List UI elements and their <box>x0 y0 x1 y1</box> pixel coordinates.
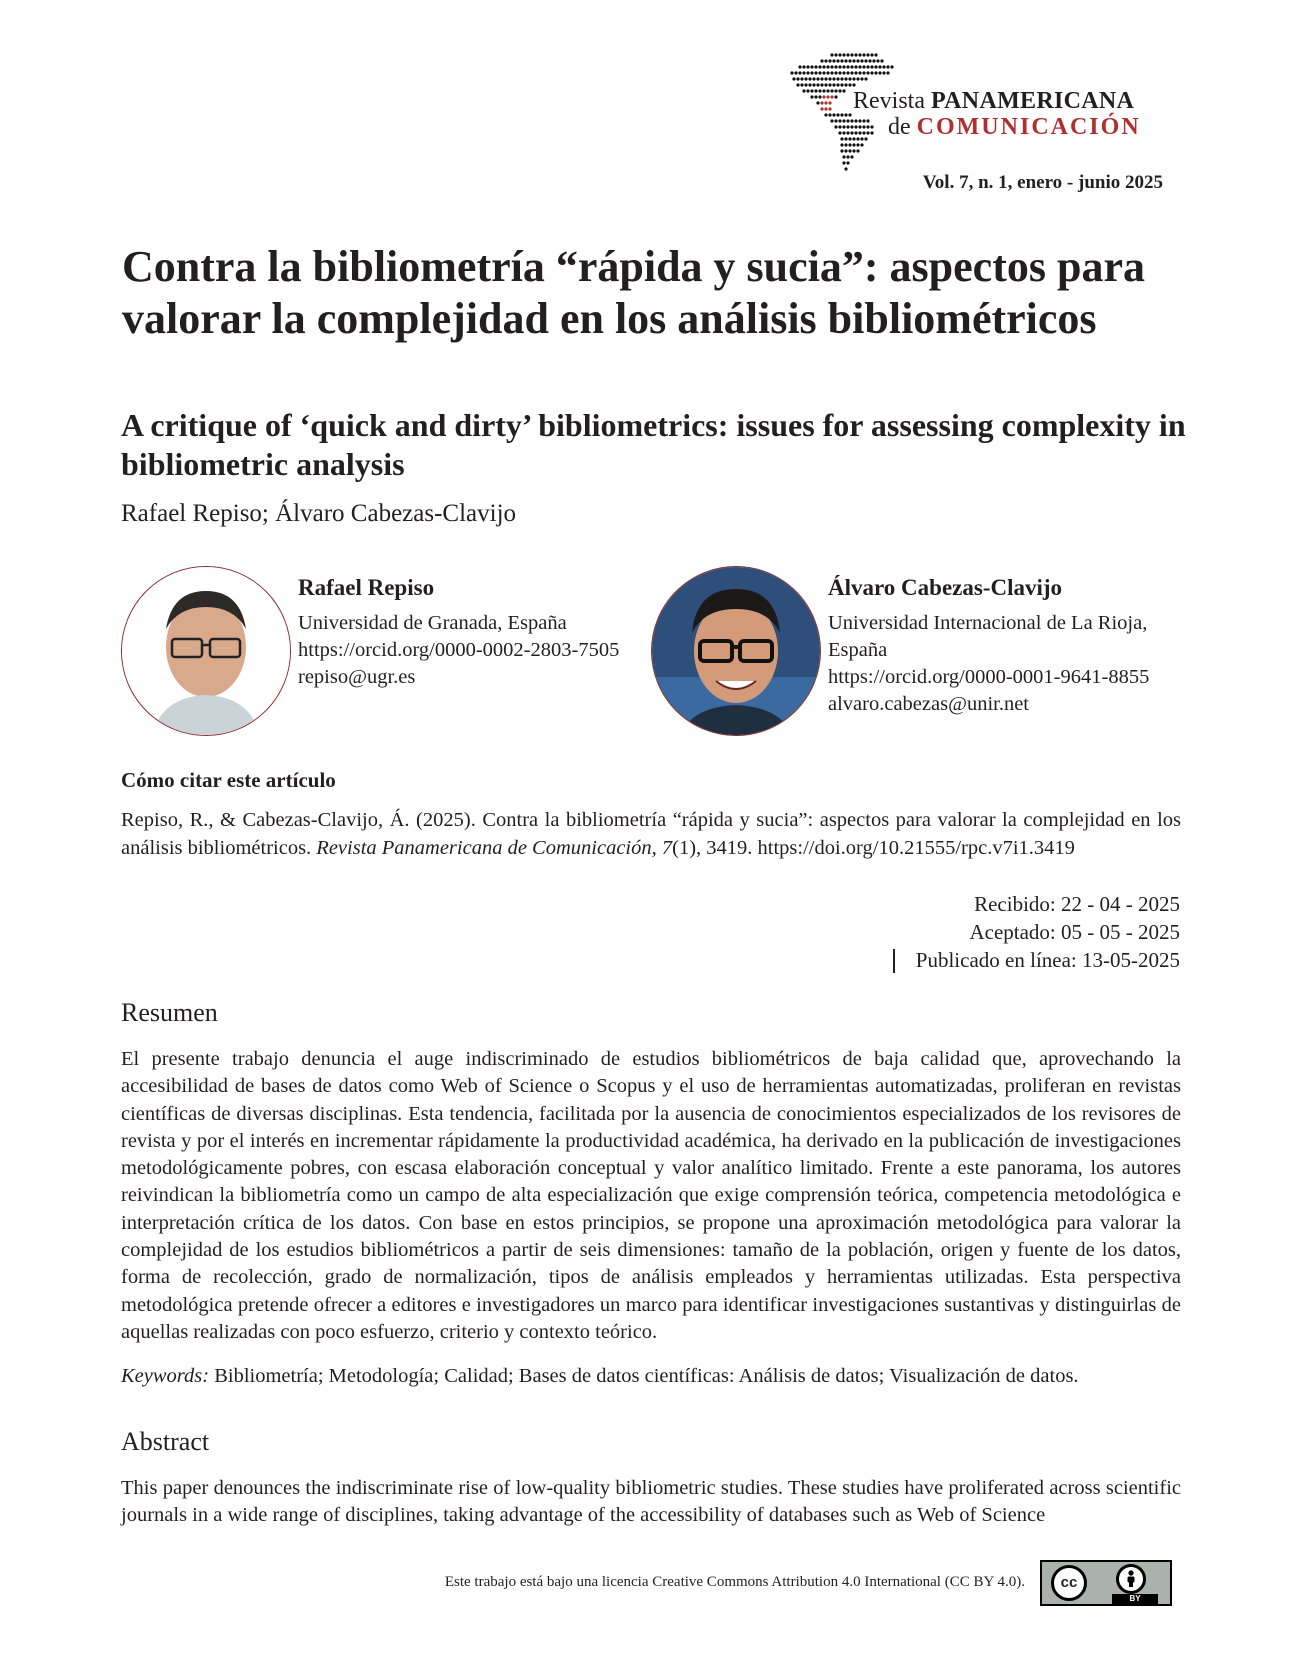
map-dot <box>842 131 845 134</box>
map-dot <box>872 59 875 62</box>
map-dot <box>818 89 821 92</box>
map-dot <box>850 125 853 128</box>
map-dot <box>816 101 819 104</box>
author-orcid-link[interactable]: https://orcid.org/0000-0001-9641-8855 <box>828 666 1150 688</box>
map-dot <box>870 71 873 74</box>
map-dot <box>860 77 863 80</box>
journal-name-line2: de COMUNICACIÓN <box>888 114 1141 140</box>
map-dot <box>830 53 833 56</box>
map-dot <box>846 71 849 74</box>
map-dot <box>838 53 841 56</box>
map-dot <box>844 149 847 152</box>
map-dot <box>838 131 841 134</box>
map-dot <box>838 65 841 68</box>
map-dot <box>840 59 843 62</box>
map-dot <box>830 71 833 74</box>
map-dot <box>848 113 851 116</box>
map-dot <box>866 65 869 68</box>
map-dot <box>874 71 877 74</box>
map-dot <box>840 137 843 140</box>
map-dot <box>854 131 857 134</box>
map-dot <box>850 119 853 122</box>
map-dot <box>824 77 827 80</box>
map-dot <box>842 161 845 164</box>
citation-doi[interactable]: (1), 3419. https://doi.org/10.21555/rpc.v7i1.3419 <box>672 837 1075 859</box>
map-dot <box>878 65 881 68</box>
map-dot <box>828 77 831 80</box>
map-dot <box>864 137 867 140</box>
map-dot <box>802 89 805 92</box>
map-dot <box>832 59 835 62</box>
author-email-link[interactable]: alvaro.cabezas@unir.net <box>828 693 1030 715</box>
map-dot <box>814 89 817 92</box>
map-dot <box>846 125 849 128</box>
map-dot <box>834 125 837 128</box>
map-dot <box>890 65 893 68</box>
map-dot <box>820 107 823 110</box>
map-dot <box>822 71 825 74</box>
map-dot <box>830 95 833 98</box>
map-dot <box>842 119 845 122</box>
map-dot <box>842 89 845 92</box>
map-dot <box>854 53 857 56</box>
map-dot <box>862 131 865 134</box>
resumen-text: El presente trabajo denuncia el auge indiscriminado de estudios bibliométricos de baja calidad que, aprovechando la accesibilidad de bases de datos como Web of Science o Scopus y el uso de herramientas automatizadas, proliferan en revistas científicas de diversas disciplinas. Esta tendencia, facilitada por la ausencia de conocimientos especializados de los revisores de revista y por el interés en incrementar rápidamente la productividad académica, ha derivado en la publicación de investigaciones metodológicamente pobres, con escasa elaboración conceptual y valor analítico limitado. Frente a este panorama, los autores reivindican la bibliometría como un campo de alta especialización que exige comprensión teórica, competencia metodológica e interpretación crítica de los datos. Con base en estos principios, se propone una aproximación metodológica para valorar la complejidad de los estudios bibliométricos a partir de seis dimensiones: tamaño de la población, origen y fuente de los datos, forma de recolección, grado de normalización, tipos de análisis empleados y herramientas utilizadas. Esta perspectiva metodológica pretende ofrecer a editores e investigadores un marco para identificar investigaciones sustantivas y distinguirlas de aquellas realizadas con poco esfuerzo, criterio y contexto teórico. <box>121 1048 1181 1343</box>
map-dot <box>874 65 877 68</box>
map-dot <box>816 77 819 80</box>
map-dot <box>866 71 869 74</box>
map-dot <box>834 65 837 68</box>
map-dot <box>830 119 833 122</box>
map-dot <box>802 71 805 74</box>
map-dot <box>814 65 817 68</box>
map-dot <box>840 149 843 152</box>
map-dot <box>808 77 811 80</box>
map-dot <box>836 113 839 116</box>
map-dot <box>810 71 813 74</box>
map-dot <box>826 71 829 74</box>
map-dot <box>866 125 869 128</box>
map-dot <box>862 53 865 56</box>
map-dot <box>862 125 865 128</box>
map-dot <box>870 53 873 56</box>
journal-name-line1: Revista PANAMERICANA <box>853 88 1135 114</box>
date-published: Publicado en línea: 13-05-2025 <box>915 948 1180 972</box>
map-dot <box>858 71 861 74</box>
map-dot <box>862 71 865 74</box>
map-dot <box>852 83 855 86</box>
map-dot <box>810 95 813 98</box>
map-dot <box>804 77 807 80</box>
attribution-person-icon <box>1116 1564 1146 1594</box>
map-dot <box>820 59 823 62</box>
map-dot <box>796 83 799 86</box>
map-dot <box>842 53 845 56</box>
map-dot <box>854 125 857 128</box>
map-dot <box>862 119 865 122</box>
map-dot <box>860 143 863 146</box>
map-dot <box>834 95 837 98</box>
map-dot <box>882 65 885 68</box>
map-dot <box>822 65 825 68</box>
map-dot <box>858 119 861 122</box>
map-dot <box>870 131 873 134</box>
map-dot <box>832 83 835 86</box>
map-dot <box>868 59 871 62</box>
map-dot <box>850 53 853 56</box>
map-dot <box>862 65 865 68</box>
map-dot <box>846 131 849 134</box>
map-dot <box>864 77 867 80</box>
map-dot <box>866 131 869 134</box>
map-dot <box>820 77 823 80</box>
map-dot <box>844 83 847 86</box>
map-dot <box>854 71 857 74</box>
author-info-repiso <box>298 574 658 691</box>
map-dot <box>814 71 817 74</box>
map-dot <box>818 71 821 74</box>
by-label: BY <box>1112 1594 1158 1604</box>
map-dot <box>840 77 843 80</box>
map-dot <box>820 101 823 104</box>
map-dot <box>878 71 881 74</box>
map-dot <box>842 155 845 158</box>
cc-icon: cc <box>1051 1565 1087 1601</box>
map-dot <box>834 53 837 56</box>
text-cursor <box>893 949 895 973</box>
map-dot <box>840 143 843 146</box>
map-dot <box>836 77 839 80</box>
map-dot <box>834 71 837 74</box>
map-dot <box>858 53 861 56</box>
map-dot <box>856 143 859 146</box>
map-dot <box>860 137 863 140</box>
map-dot <box>842 65 845 68</box>
map-dot <box>848 137 851 140</box>
date-accepted: Aceptado: 05 - 05 - 2025 <box>969 920 1180 944</box>
map-dot <box>834 89 837 92</box>
author-info-cabezas <box>828 574 1188 718</box>
abstract-text: This paper denounces the indiscriminate rise of low-quality bibliometric studies. These studies have proliferated across scientific journals in a wide range of disciplines, taking advantage of the accessibility of databases such as Web of Science <box>121 1477 1181 1527</box>
title-english: A critique of ‘quick and dirty’ bibliometrics: issues for assessing complexity in bibliometric analysis <box>121 407 1186 482</box>
map-dot <box>844 137 847 140</box>
map-dot <box>822 95 825 98</box>
map-dot <box>842 125 845 128</box>
volume-issue: Vol. 7, n. 1, enero - junio 2025 <box>922 172 1163 193</box>
map-dot <box>800 77 803 80</box>
map-dot <box>882 71 885 74</box>
map-dot <box>876 59 879 62</box>
author-affiliation: Universidad de Granada, España <box>298 612 567 634</box>
map-dot <box>816 83 819 86</box>
map-dot <box>842 71 845 74</box>
map-dot <box>836 59 839 62</box>
map-dot <box>866 53 869 56</box>
map-dot <box>812 77 815 80</box>
map-dot <box>866 119 869 122</box>
map-dot <box>846 161 849 164</box>
citation-heading: Cómo citar este artículo <box>121 768 336 792</box>
map-dot <box>846 65 849 68</box>
map-dot <box>846 119 849 122</box>
map-dot <box>828 101 831 104</box>
map-dot <box>814 95 817 98</box>
map-dot <box>826 89 829 92</box>
map-dot <box>874 53 877 56</box>
keywords <box>121 1363 1181 1390</box>
map-dot <box>854 65 857 68</box>
map-dot <box>856 77 859 80</box>
date-received: Recibido: 22 - 04 - 2025 <box>974 892 1180 916</box>
map-dot <box>790 71 793 74</box>
map-dot <box>840 83 843 86</box>
map-dot <box>852 137 855 140</box>
map-dot <box>832 77 835 80</box>
map-dot <box>826 65 829 68</box>
map-dot <box>838 119 841 122</box>
map-dot <box>850 71 853 74</box>
map-dot <box>800 83 803 86</box>
authors-line: Rafael Repiso; Álvaro Cabezas-Clavijo <box>121 500 517 527</box>
cc-by-license-badge[interactable] <box>1040 1560 1172 1606</box>
map-dot <box>824 59 827 62</box>
map-dot <box>852 143 855 146</box>
resumen-heading: Resumen <box>121 998 218 1027</box>
map-dot <box>852 77 855 80</box>
map-dot <box>828 113 831 116</box>
map-dot <box>848 83 851 86</box>
map-dot <box>838 89 841 92</box>
map-dot <box>848 59 851 62</box>
article-dates <box>916 890 1180 974</box>
map-dot <box>802 65 805 68</box>
map-dot <box>798 71 801 74</box>
map-dot <box>824 107 827 110</box>
map-dot <box>858 65 861 68</box>
map-dot <box>824 101 827 104</box>
map-dot <box>870 65 873 68</box>
map-dot <box>846 53 849 56</box>
map-dot <box>796 77 799 80</box>
map-dot <box>856 137 859 140</box>
map-dot <box>836 83 839 86</box>
map-dot <box>832 113 835 116</box>
map-dot <box>848 77 851 80</box>
map-dot <box>850 155 853 158</box>
keywords-list: Bibliometría; Metodología; Calidad; Bases de datos científicas: Análisis de datos; Visualización de datos. <box>209 1365 1079 1387</box>
map-dot <box>856 149 859 152</box>
author-name: Rafael Repiso <box>298 575 435 600</box>
map-dot <box>864 59 867 62</box>
map-dot <box>812 83 815 86</box>
map-dot <box>824 113 827 116</box>
map-dot <box>840 113 843 116</box>
map-dot <box>830 65 833 68</box>
map-dot <box>792 77 795 80</box>
map-dot <box>858 131 861 134</box>
map-dot <box>852 59 855 62</box>
map-dot <box>844 143 847 146</box>
map-dot <box>838 71 841 74</box>
author-orcid-link[interactable]: https://orcid.org/0000-0002-2803-7505 <box>298 639 620 661</box>
map-dot <box>834 119 837 122</box>
author-name: Álvaro Cabezas-Clavijo <box>828 575 1063 600</box>
map-dot <box>828 83 831 86</box>
title-spanish: Contra la bibliometría “rápida y sucia”: aspectos para valorar la complejidad en los análisis bibliométricos <box>122 242 1145 343</box>
map-dot <box>844 167 847 170</box>
map-dot <box>848 143 851 146</box>
map-dot <box>818 65 821 68</box>
map-dot <box>886 71 889 74</box>
map-dot <box>886 65 889 68</box>
map-dot <box>856 59 859 62</box>
map-dot <box>860 59 863 62</box>
map-dot <box>828 107 831 110</box>
map-dot <box>870 125 873 128</box>
citation-text: Repiso, R., & Cabezas-Clavijo, Á. (2025). Contra la bibliometría “rápida y sucia”: aspectos para valorar la complejidad en los análisis bibliométricos. Revista Panamericana de Comunicación, 7(1), 3419. https://doi.org/10.21555/rpc.v7i1.3419 <box>121 809 1181 859</box>
map-dot <box>850 131 853 134</box>
map-dot <box>806 65 809 68</box>
map-dot <box>818 95 821 98</box>
map-dot <box>844 113 847 116</box>
map-dot <box>820 83 823 86</box>
map-dot <box>844 59 847 62</box>
map-dot <box>794 71 797 74</box>
map-dot <box>810 89 813 92</box>
map-dot <box>846 155 849 158</box>
map-dot <box>858 125 861 128</box>
map-dot <box>844 77 847 80</box>
map-dot <box>854 119 857 122</box>
map-dot <box>798 65 801 68</box>
author-photo-repiso <box>121 566 291 736</box>
map-dot <box>880 59 883 62</box>
map-dot <box>852 149 855 152</box>
license-text: Este trabajo está bajo una licencia Creative Commons Attribution 4.0 International (CC BY 4.0). <box>444 1574 1025 1590</box>
map-dot <box>824 83 827 86</box>
map-dot <box>806 71 809 74</box>
author-affiliation: Universidad Internacional de La Rioja, España <box>828 612 1148 661</box>
map-dot <box>810 65 813 68</box>
map-dot <box>826 95 829 98</box>
author-photo-cabezas <box>651 566 821 736</box>
citation-journal: Revista Panamericana de Comunicación, 7 <box>316 837 673 859</box>
author-email-link[interactable]: repiso@ugr.es <box>298 666 416 688</box>
map-dot <box>848 149 851 152</box>
map-dot <box>808 83 811 86</box>
map-dot <box>830 89 833 92</box>
map-dot <box>828 59 831 62</box>
abstract-heading: Abstract <box>121 1427 210 1456</box>
map-dot <box>822 89 825 92</box>
map-dot <box>838 125 841 128</box>
map-dot <box>804 83 807 86</box>
map-dot <box>806 89 809 92</box>
map-dot <box>850 65 853 68</box>
keywords-label: Keywords: <box>121 1365 210 1387</box>
